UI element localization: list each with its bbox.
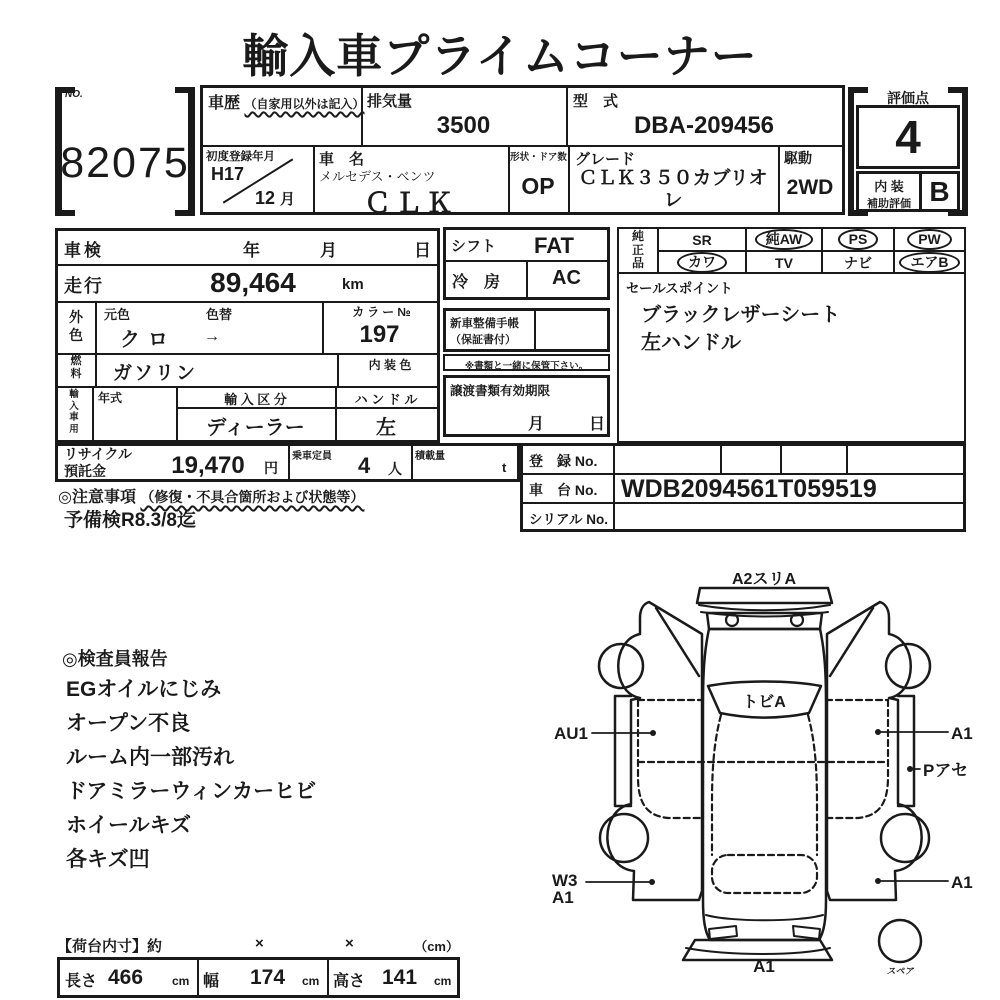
handle-value: 左 [376,417,396,439]
chassis-no-label: 車 台 No. [529,482,598,498]
mileage-value: 89,464 [210,267,296,298]
history-cell [208,90,364,113]
condition-table [55,228,440,443]
width-unit: cm [302,974,320,988]
import-label: 輸入車用 [69,389,79,435]
report-item: ホイールキズ [66,814,192,837]
caution-text: 予備検R8.3/8迄 [64,510,196,531]
cargo-table [57,957,460,998]
capacity-label: 乗車定員 [292,451,332,462]
first-reg-year: H17 [211,164,245,184]
caution-heading-text: ◎注意事項 [58,489,136,506]
recycle-value: 19,470 [171,452,245,479]
equip-sr: SR [692,231,712,248]
shaken-label: 車検 [64,241,104,260]
model-code-value: DBA-209456 [633,112,775,139]
damage-label-right-front: A1 [951,724,973,743]
capacity-value: 4 [358,453,371,478]
interior-rating-label1: 内 装 [874,179,904,194]
equip-tv: TV [745,250,821,273]
cargo-heading: 【荷台内寸】約 [57,938,163,955]
import-division-label: 輸 入 区 分 [224,392,287,407]
rating-box [848,87,968,216]
shaken-year-unit: 年 [243,241,260,260]
transfer-label: 譲渡書類有効期限 [450,384,551,398]
taillight-right [793,926,820,939]
recycle-row [55,443,520,482]
car-name-label: 車 名 [319,151,365,168]
drive-value: 2WD [786,176,834,199]
chassis-no-value: WDB2094561T059519 [621,475,877,503]
first-reg-month: 12 [255,188,276,208]
cargo-unit-note: （cm） [414,939,459,954]
cargo-times1: × [255,935,264,952]
handle-label: ハ ン ド ル [354,392,418,407]
color-change-arrow: → [204,328,220,345]
right-rocker-strip [898,696,914,806]
displacement-label: 排気量 [367,93,413,110]
sales-point-line1: ブラックレザーシート [641,304,841,326]
damage-label-right-rear: A1 [951,873,973,892]
equip-airb: エアB [893,250,964,273]
displacement-value: 3500 [436,112,491,139]
rating-score-box [856,105,960,169]
transfer-docs-box [443,375,610,437]
caution-heading-note: （修復・不具合箇所および状態等） [140,489,365,505]
capacity-unit: 人 [388,461,402,477]
cargo-times2: × [345,935,354,952]
damage-label-rear: A1 [753,957,775,976]
interior-rating-label-box [856,171,922,212]
serial-no-label: シリアル No. [529,512,608,527]
first-reg-month-unit: 月 [280,191,296,208]
equip-navi: ナビ [821,250,893,273]
color-no-label: カラー№ [352,305,414,319]
damage-label-front: A2スリA [731,571,797,588]
damage-label-left-rear-1: W3 [552,871,578,890]
equip-kawa: カワ [659,250,745,273]
fuel-label: 燃料 [70,355,82,380]
recycle-label1: リサイクル [64,446,133,462]
body-doors-label: 形状・ドア数 [510,152,567,163]
inspector-report-list [66,673,316,877]
vehicle-info-table [200,85,845,218]
recycle-label2: 預託金 [64,463,106,479]
mileage-label: 走行 [64,276,104,296]
shaken-month-unit: 月 [320,241,337,260]
fuel-value: ガソリン [113,363,198,384]
fold-lines [638,700,888,893]
model-code-label: 型 式 [573,93,619,110]
import-year-label: 年式 [98,391,123,405]
interior-color-label: 内 装 色 [368,358,412,372]
taillight-left [709,926,737,939]
damage-label-right-side: Pアセ [923,761,969,780]
sales-points-box [617,272,966,443]
ext-color-label: 外色 [69,309,83,343]
damage-label-hood: トビA [742,694,786,711]
length-unit: cm [172,974,190,988]
service-book-note-bar [443,354,610,371]
spare-tire-label: スペア [886,966,914,976]
orig-color-label: 元色 [104,307,131,322]
first-reg-label: 初度登録年月 [206,151,275,163]
front-bumper [697,588,832,603]
page-title: 輸入車プライムコーナー [242,30,758,82]
service-book-note: ※書類と一緒に保管下さい。 [464,361,589,372]
left-side-panel [607,602,702,900]
rating-score: 4 [895,111,921,163]
width-value: 174 [250,966,286,989]
equip-ps: PS [821,229,893,250]
inspector-report-heading: ◎検査員報告 [62,649,168,669]
shaken-day-unit: 日 [414,241,431,260]
cargo-header [57,935,459,955]
recycle-unit: 円 [264,460,278,476]
length-label: 長さ [65,973,98,990]
left-rocker-strip [615,696,631,806]
shift-ac-box [443,227,610,300]
report-item: オープン不良 [66,712,191,735]
height-unit: cm [434,974,452,988]
load-unit: t [502,460,507,475]
sales-points-label: セールスポイント [626,281,733,296]
length-value: 466 [108,966,144,989]
reg-no-label: 登 録 No. [529,453,598,469]
sales-point-line2: 左ハンドル [641,332,741,354]
auction-number-box [55,87,195,216]
service-book-label1: 新車整備手帳 [450,318,519,330]
report-item: ドアミラーウィンカーヒビ [66,780,317,803]
damage-label-left-front: AU1 [554,724,589,743]
grade-label: グレード [575,151,636,168]
auction-number-label: NO. [65,89,83,100]
interior-rating-label2: 補助評価 [867,198,911,210]
registration-table [520,443,966,532]
ac-label: 冷 房 [452,274,501,291]
import-division-value: ディーラー [206,417,305,439]
car-name-value: ＣＬＫ [364,188,457,218]
rating-label: 評価点 [887,90,929,106]
equip-aw: 純AW [745,229,821,250]
body-doors-value: OP [521,173,555,199]
drive-label: 駆動 [784,150,812,166]
history-label: 車歴 [208,95,241,112]
history-note: （自家用以外は記入） [244,97,365,111]
load-label: 積載量 [415,451,445,462]
service-book-label2: （保証書付） [450,334,516,346]
car-maker: メルセデス・ベンツ [319,169,436,184]
ext-color-value: クロ [120,329,176,351]
shift-label: シフト [451,238,497,255]
ac-value: AC [552,267,581,289]
service-book-box [443,308,610,352]
height-value: 141 [382,966,418,989]
transfer-day-unit: 日 [589,416,606,433]
car-damage-diagram [540,555,985,1000]
auction-number-value: 82075 [60,139,190,187]
equipment-grid [617,227,966,274]
transfer-month-unit: 月 [528,416,545,433]
spare-tire [879,920,921,962]
width-label: 幅 [203,973,220,990]
interior-rating-value: B [929,176,950,207]
grade-value: ＣＬＫ３５０カブリオレ [578,168,768,211]
equipment-label: 純正品 [631,229,644,270]
height-label: 高さ [333,973,366,990]
color-change-label: 色替 [206,307,233,322]
mileage-unit: km [342,276,364,293]
equip-pw: PW [893,229,964,250]
caution-heading [58,484,364,507]
report-item: EGオイルにじみ [66,678,222,701]
color-no-value: 197 [359,321,400,348]
shift-value: FAT [534,233,574,258]
report-item: 各キズ凹 [66,848,150,871]
report-item: ルーム内一部汚れ [66,746,234,769]
damage-label-left-rear-2: A1 [552,888,574,907]
interior-rating-value-box [922,171,960,212]
right-side-panel [827,602,922,900]
